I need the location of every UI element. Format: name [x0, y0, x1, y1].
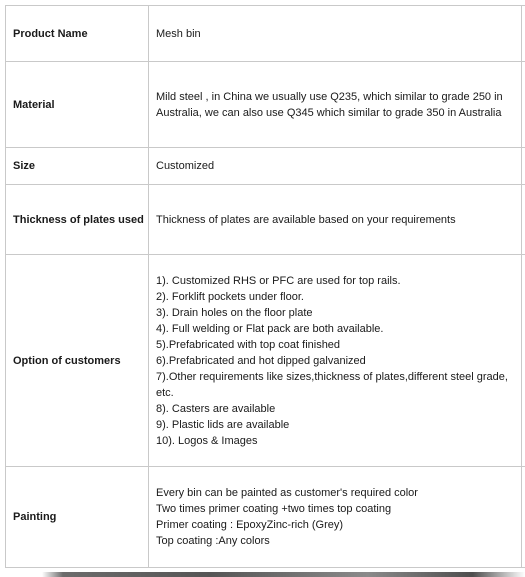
- table-row-thickness: [6, 185, 525, 255]
- value-line: 2). Forklift pockets under floor.: [156, 290, 304, 303]
- value-line: 1). Customized RHS or PFC are used for top rails.: [156, 274, 401, 287]
- value-line: Mesh bin: [156, 27, 201, 40]
- row-label: Option of customers: [6, 255, 149, 467]
- table-row-painting: [6, 467, 525, 568]
- edge-cell: [522, 62, 525, 148]
- edge-cell: [522, 467, 525, 568]
- spec-table: [5, 5, 525, 568]
- value-line: 7).Other requirements like sizes,thickness of plates,different steel grade, etc.: [156, 370, 508, 399]
- row-value: [149, 148, 522, 185]
- row-value: [149, 467, 522, 568]
- row-label: Product Name: [6, 6, 149, 62]
- edge-cell: [522, 148, 525, 185]
- row-label: Material: [6, 62, 149, 148]
- bottom-edge-shadow: [0, 572, 525, 577]
- value-line: Mild steel , in China we usually use Q235, which similar to grade 250 in Australia, we can also use Q345 which similar to grade 350 in Australia: [156, 90, 503, 119]
- value-line: Every bin can be painted as customer's required color: [156, 487, 418, 499]
- edge-cell: [522, 185, 525, 255]
- edge-cell: [522, 255, 525, 467]
- edge-cell: [522, 6, 525, 62]
- row-label: Thickness of plates used: [6, 185, 149, 255]
- value-line: Thickness of plates are available based on your requirements: [156, 213, 456, 226]
- value-line: 9). Plastic lids are available: [156, 418, 290, 431]
- value-line: 5).Prefabricated with top coat finished: [156, 338, 341, 351]
- table-row-size: [6, 148, 525, 185]
- row-value: [149, 62, 522, 148]
- value-line: Top coating :Any colors: [156, 535, 270, 547]
- value-line: Customized: [156, 160, 215, 172]
- value-line: 4). Full welding or Flat pack are both available.: [156, 322, 384, 335]
- row-label: Size: [6, 148, 149, 185]
- row-value: [149, 255, 522, 467]
- row-value: [149, 6, 522, 62]
- table-row-product-name: [6, 6, 525, 62]
- row-label: Painting: [6, 467, 149, 568]
- table-row-material: [6, 62, 525, 148]
- value-line: 8). Casters are available: [156, 402, 276, 415]
- value-line: 6).Prefabricated and hot dipped galvanized: [156, 354, 366, 367]
- value-line: 10). Logos & Images: [156, 434, 258, 447]
- value-line: Primer coating : EpoxyZinc-rich (Grey): [156, 519, 344, 531]
- value-line: 3). Drain holes on the floor plate: [156, 306, 313, 319]
- table-row-options: [6, 255, 525, 467]
- value-line: Two times primer coating +two times top coating: [156, 503, 392, 515]
- row-value: [149, 185, 522, 255]
